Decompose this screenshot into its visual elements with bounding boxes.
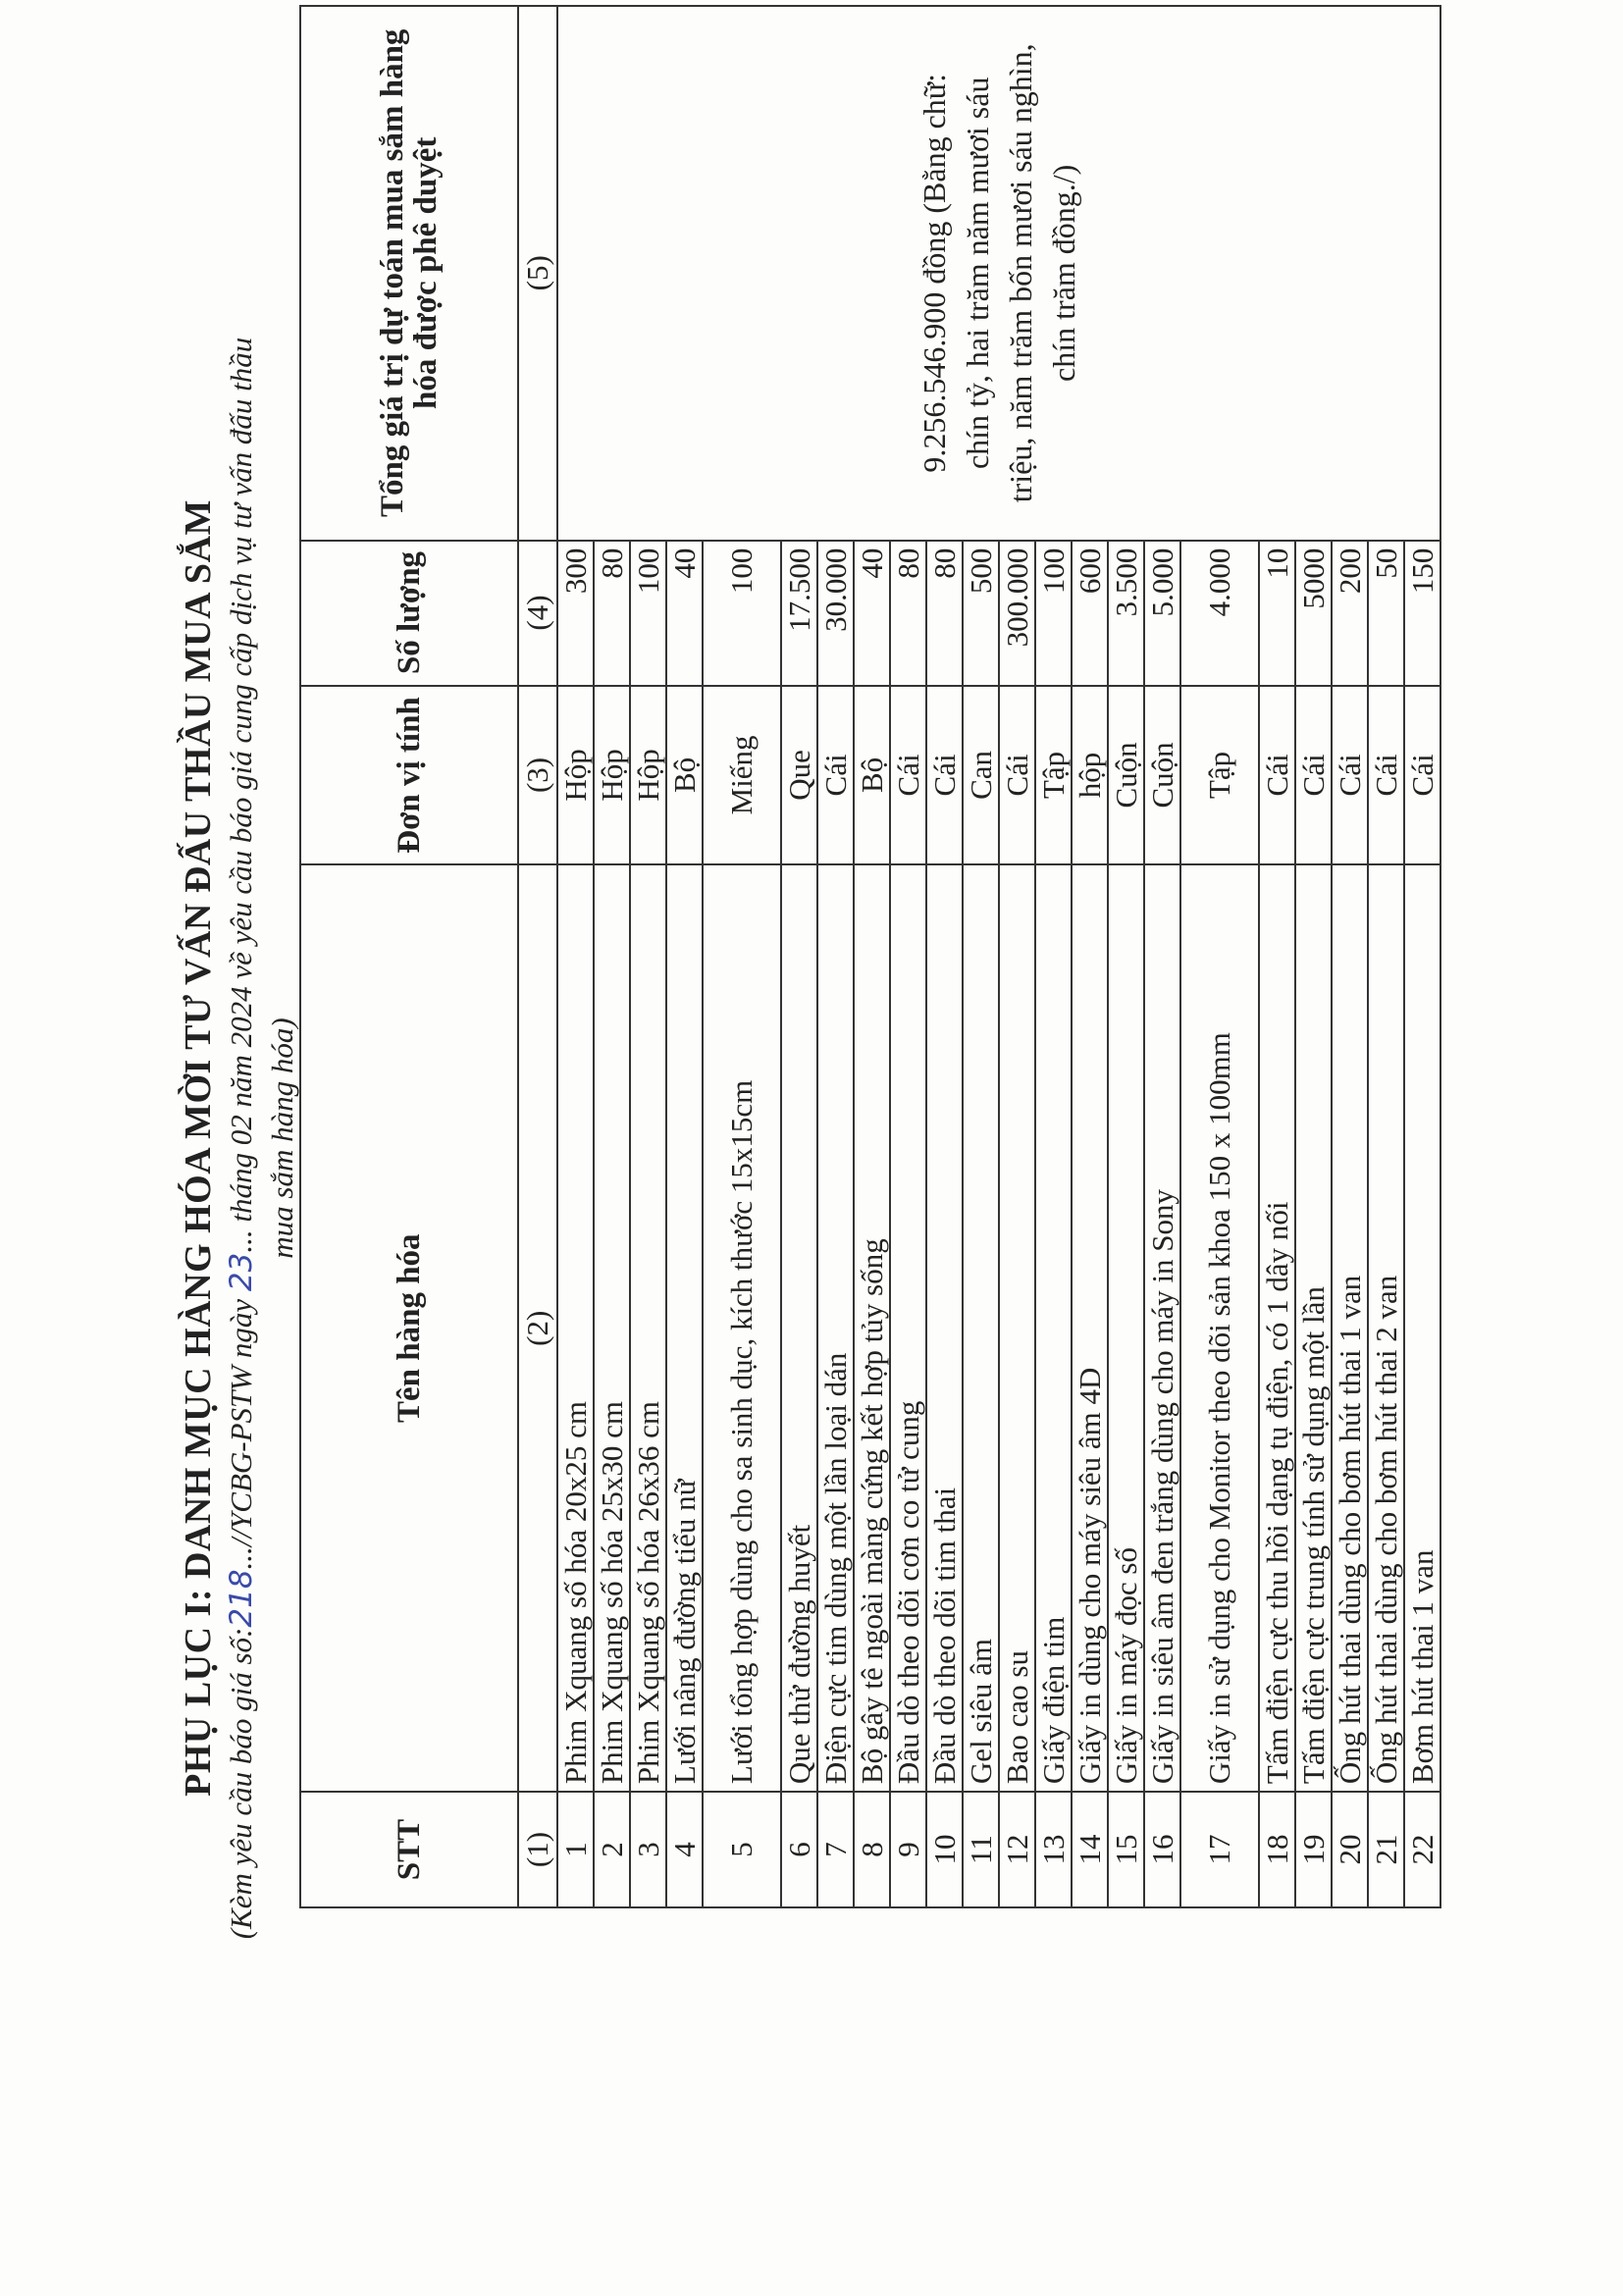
table-row (557, 6, 594, 1907)
subtitle-prefix: (Kèm yêu cầu báo giá số: (224, 1627, 258, 1940)
cell-name: Giấy điện tim (1035, 864, 1072, 1792)
cell-name: Phim Xquang số hóa 25x30 cm (594, 864, 630, 1792)
cell-qty: 100 (703, 541, 781, 686)
cell-unit: Cuộn (1108, 686, 1144, 865)
cell-name: Điện cực tim dùng một lần loại dán (817, 864, 854, 1792)
cell-name: Que thử đường huyết (781, 864, 817, 1792)
cell-name: Đầu dò theo dõi tim thai (926, 864, 963, 1792)
cell-stt: 8 (854, 1792, 890, 1907)
index-cell: (2) (518, 864, 557, 1792)
subtitle-middle: /YCBG-PSTW ngày (224, 1298, 258, 1539)
document-title: PHỤ LỤC I: DANH MỤC HÀNG HÓA MỜI TƯ VẤN ĐẤU THẦU MUA SẮM (178, 499, 219, 1797)
cell-qty: 600 (1072, 541, 1108, 686)
cell-stt: 17 (1180, 1792, 1259, 1907)
cell-stt: 3 (630, 1792, 666, 1907)
cell-qty: 50 (1368, 541, 1404, 686)
header-name: Tên hàng hóa (300, 864, 518, 1792)
cell-stt: 13 (1035, 1792, 1072, 1907)
cell-unit: hộp (1072, 686, 1108, 865)
header-qty: Số lượng (300, 541, 518, 686)
cell-unit: Cái (817, 686, 854, 865)
header-unit: Đơn vị tính (300, 686, 518, 865)
cell-stt: 15 (1108, 1792, 1144, 1907)
cell-unit: Hộp (594, 686, 630, 865)
cell-qty: 30.000 (817, 541, 854, 686)
cell-name: Đầu dò theo dõi cơn co tử cung (890, 864, 926, 1792)
cell-name: Bao cao su (999, 864, 1035, 1792)
cell-stt: 22 (1404, 1792, 1440, 1907)
header-row (300, 6, 518, 1907)
cell-name: Tấm điện cực thu hồi dạng tụ điện, có 1 dây nối (1259, 864, 1295, 1792)
cell-unit: Cuộn (1144, 686, 1180, 865)
cell-stt: 2 (594, 1792, 630, 1907)
cell-unit: Que (781, 686, 817, 865)
cell-qty: 300.000 (999, 541, 1035, 686)
cell-unit: Cái (1368, 686, 1404, 865)
index-cell: (3) (518, 686, 557, 865)
cell-stt: 18 (1259, 1792, 1295, 1907)
document-subtitle: (Kèm yêu cầu báo giá số:218...//YCBG-PSTW ngày 23... tháng 02 năm 2024 về yêu cầu báo giá cung cấp dịch vụ tư vấn đấu thầu mua sắm hàng hóa) (224, 337, 299, 1940)
cell-qty: 200 (1332, 541, 1368, 686)
cell-name: Ống hút thai dùng cho bơm hút thai 2 van (1368, 864, 1404, 1792)
cell-qty: 4.000 (1180, 541, 1259, 686)
index-cell: (1) (518, 1792, 557, 1907)
total-cell (557, 6, 1440, 541)
cell-name: Tấm điện cực trung tính sử dụng một lần (1295, 864, 1332, 1792)
goods-table (299, 5, 1441, 1908)
cell-stt: 19 (1295, 1792, 1332, 1907)
cell-stt: 5 (703, 1792, 781, 1907)
cell-stt: 6 (781, 1792, 817, 1907)
cell-stt: 11 (963, 1792, 999, 1907)
cell-qty: 80 (594, 541, 630, 686)
cell-stt: 21 (1368, 1792, 1404, 1907)
cell-stt: 7 (817, 1792, 854, 1907)
cell-qty: 40 (666, 541, 703, 686)
cell-unit: Cái (1404, 686, 1440, 865)
cell-unit: Tập (1180, 686, 1259, 865)
cell-qty: 80 (926, 541, 963, 686)
cell-qty: 100 (1035, 541, 1072, 686)
index-row (518, 6, 557, 1907)
cell-name: Giấy in máy đọc số (1108, 864, 1144, 1792)
cell-name: Lưới nâng đường tiểu nữ (666, 864, 703, 1792)
cell-unit: Cái (1295, 686, 1332, 865)
cell-stt: 10 (926, 1792, 963, 1907)
header-stt: STT (300, 1792, 518, 1907)
index-cell: (5) (518, 6, 557, 541)
cell-qty: 500 (963, 541, 999, 686)
cell-stt: 16 (1144, 1792, 1180, 1907)
handwritten-day: 23 (224, 1252, 259, 1292)
cell-name: Giấy in dùng cho máy siêu âm 4D (1072, 864, 1108, 1792)
cell-stt: 9 (890, 1792, 926, 1907)
table-body (518, 6, 1440, 1907)
cell-qty: 17.500 (781, 541, 817, 686)
cell-qty: 5000 (1295, 541, 1332, 686)
cell-qty: 150 (1404, 541, 1440, 686)
cell-name: Gel siêu âm (963, 864, 999, 1792)
cell-name: Phim Xquang số hóa 26x36 cm (630, 864, 666, 1792)
cell-qty: 300 (557, 541, 594, 686)
total-value-text: 9.256.546.900 đồng (Bằng chữ: chín tỷ, hai trăm năm mươi sáu triệu, năm trăm bốn mươi sáu nghìn, chín trăm đồng./) (916, 43, 1081, 503)
cell-stt: 20 (1332, 1792, 1368, 1907)
cell-unit: Hộp (630, 686, 666, 865)
cell-qty: 10 (1259, 541, 1295, 686)
cell-stt: 14 (1072, 1792, 1108, 1907)
cell-unit: Bộ (854, 686, 890, 865)
cell-unit: Cái (890, 686, 926, 865)
cell-name: Phim Xquang số hóa 20x25 cm (557, 864, 594, 1792)
cell-unit: Hộp (557, 686, 594, 865)
cell-name: Bộ gây tê ngoài màng cứng kết hợp tủy sống (854, 864, 890, 1792)
cell-unit: Cái (926, 686, 963, 865)
handwritten-number: 218 (224, 1569, 259, 1628)
cell-name: Ống hút thai dùng cho bơm hút thai 1 van (1332, 864, 1368, 1792)
header-total: Tổng giá trị dự toán mua sắm hàng hóa được phê duyệt (300, 6, 518, 541)
cell-unit: Can (963, 686, 999, 865)
cell-name: Lưới tổng hợp dùng cho sa sinh dục, kích thước 15x15cm (703, 864, 781, 1792)
cell-stt: 12 (999, 1792, 1035, 1907)
cell-unit: Cái (999, 686, 1035, 865)
cell-unit: Cái (1259, 686, 1295, 865)
cell-stt: 1 (557, 1792, 594, 1907)
cell-name: Giấy in siêu âm đen trắng dùng cho máy in Sony (1144, 864, 1180, 1792)
cell-qty: 5.000 (1144, 541, 1180, 686)
cell-stt: 4 (666, 1792, 703, 1907)
cell-unit: Cái (1332, 686, 1368, 865)
cell-qty: 100 (630, 541, 666, 686)
subtitle-suffix: tháng 02 năm 2024 về yêu cầu báo giá cung cấp dịch vụ tư vấn đấu thầu mua sắm hàng hóa) (224, 337, 299, 1259)
cell-unit: Miếng (703, 686, 781, 865)
cell-qty: 3.500 (1108, 541, 1144, 686)
cell-qty: 80 (890, 541, 926, 686)
cell-name: Giấy in sử dụng cho Monitor theo dõi sản khoa 150 x 100mm (1180, 864, 1259, 1792)
index-cell: (4) (518, 541, 557, 686)
cell-qty: 40 (854, 541, 890, 686)
cell-name: Bơm hút thai 1 van (1404, 864, 1440, 1792)
cell-unit: Tập (1035, 686, 1072, 865)
cell-unit: Bộ (666, 686, 703, 865)
